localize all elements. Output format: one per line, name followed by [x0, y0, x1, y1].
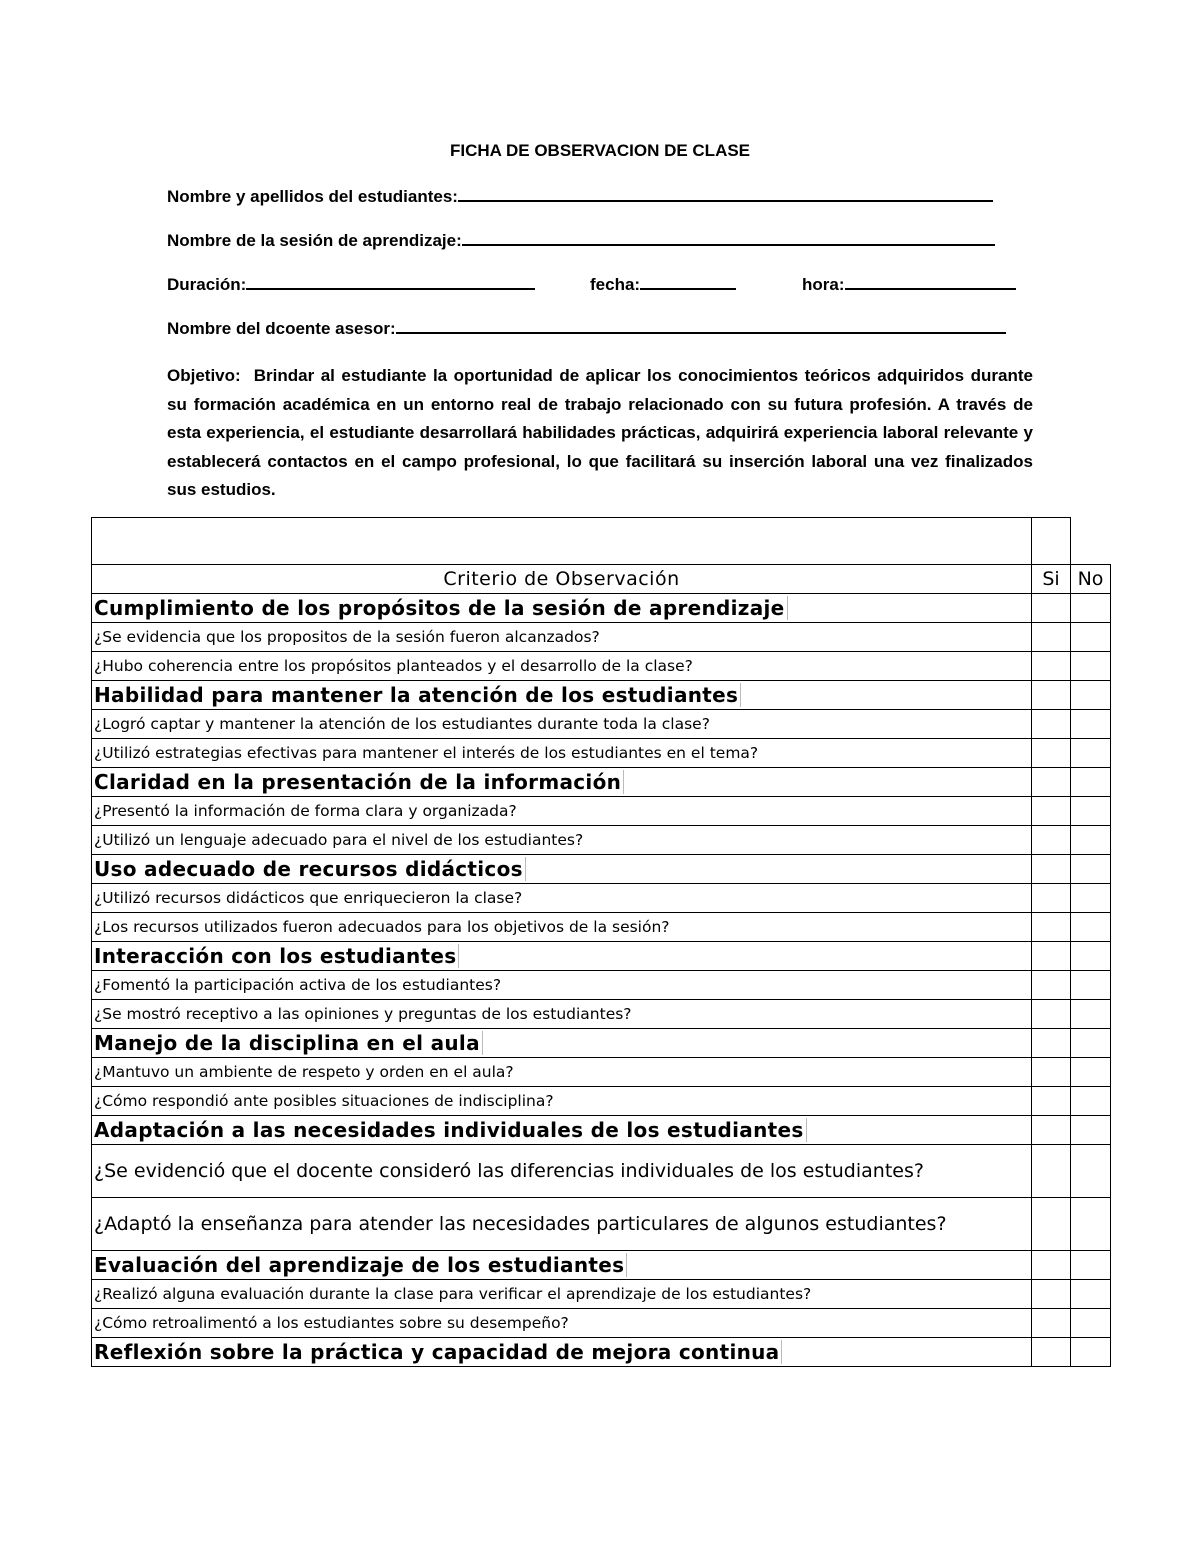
section-title: Habilidad para mantener la atención de los estudiantes	[94, 683, 741, 707]
question-row	[92, 1058, 1111, 1087]
section-no-cell	[1071, 942, 1111, 971]
advisor-label: Nombre del dcoente asesor:	[167, 319, 396, 338]
section-row	[92, 1338, 1111, 1367]
date-label: fecha:	[590, 275, 641, 294]
question-text: ¿Mantuvo un ambiente de respeto y orden en el aula?	[92, 1058, 1032, 1087]
section-title: Claridad en la presentación de la información	[94, 770, 624, 794]
question-text: ¿Utilizó un lenguaje adecuado para el nivel de los estudiantes?	[92, 826, 1032, 855]
question-row	[92, 1000, 1111, 1029]
objective-label: Objetivo:	[167, 366, 241, 385]
yes-checkbox-cell[interactable]	[1032, 1000, 1071, 1029]
duration-field[interactable]	[167, 274, 535, 295]
yes-checkbox-cell[interactable]	[1032, 1198, 1071, 1251]
section-yes-cell	[1032, 1116, 1071, 1145]
section-yes-cell	[1032, 681, 1071, 710]
question-row	[92, 884, 1111, 913]
section-title: Cumplimiento de los propósitos de la sesión de aprendizaje	[94, 596, 788, 620]
objective-paragraph	[167, 362, 1033, 505]
table-header-row	[92, 565, 1111, 594]
no-header: No	[1071, 565, 1111, 594]
session-name-label: Nombre de la sesión de aprendizaje:	[167, 231, 462, 250]
section-no-cell	[1071, 1116, 1111, 1145]
no-checkbox-cell[interactable]	[1071, 1087, 1111, 1116]
table-top-cell-right	[1032, 518, 1071, 565]
objective-text: Brindar al estudiante la oportunidad de aplicar los conocimientos teóricos adquiridos durante su formación académica en un entorno real de trabajo relacionado con su futura profesión. A través de esta experiencia, el estudiante desarrollará habilidades prácticas, adquirirá experiencia laboral relevante y establecerá contactos en el campo profesional, lo que facilitará su inserción laboral una vez finalizados sus estudios.	[167, 366, 1034, 500]
section-title-cell	[92, 1251, 1032, 1280]
yes-checkbox-cell[interactable]	[1032, 913, 1071, 942]
question-text: ¿Utilizó recursos didácticos que enriquecieron la clase?	[92, 884, 1032, 913]
yes-checkbox-cell[interactable]	[1032, 797, 1071, 826]
question-row	[92, 797, 1111, 826]
section-title: Manejo de la disciplina en el aula	[94, 1031, 483, 1055]
no-checkbox-cell[interactable]	[1071, 652, 1111, 681]
section-title-cell	[92, 1116, 1032, 1145]
section-no-cell	[1071, 594, 1111, 623]
question-row	[92, 913, 1111, 942]
section-title-cell	[92, 594, 1032, 623]
section-row	[92, 1251, 1111, 1280]
section-yes-cell	[1032, 768, 1071, 797]
yes-checkbox-cell[interactable]	[1032, 1058, 1071, 1087]
table-top-cell	[92, 518, 1032, 565]
section-yes-cell	[1032, 942, 1071, 971]
student-name-field[interactable]	[167, 186, 993, 207]
question-row	[92, 1087, 1111, 1116]
session-name-blank[interactable]	[462, 230, 995, 246]
duration-label: Duración:	[167, 275, 247, 294]
question-row	[92, 652, 1111, 681]
question-row	[92, 739, 1111, 768]
student-name-blank[interactable]	[458, 186, 993, 202]
question-text: ¿Los recursos utilizados fueron adecuados para los objetivos de la sesión?	[92, 913, 1032, 942]
section-no-cell	[1071, 1029, 1111, 1058]
yes-checkbox-cell[interactable]	[1032, 623, 1071, 652]
no-checkbox-cell[interactable]	[1071, 1198, 1111, 1251]
criterion-header: Criterio de Observación	[92, 565, 1032, 594]
no-checkbox-cell[interactable]	[1071, 1058, 1111, 1087]
question-text: ¿Fomentó la participación activa de los estudiantes?	[92, 971, 1032, 1000]
section-yes-cell	[1032, 1251, 1071, 1280]
section-row	[92, 942, 1111, 971]
question-row	[92, 1198, 1111, 1251]
section-title: Interacción con los estudiantes	[94, 944, 459, 968]
yes-header: Si	[1032, 565, 1071, 594]
no-checkbox-cell[interactable]	[1071, 1309, 1111, 1338]
section-title-cell	[92, 1338, 1032, 1367]
yes-checkbox-cell[interactable]	[1032, 652, 1071, 681]
time-blank[interactable]	[845, 274, 1016, 290]
section-yes-cell	[1032, 594, 1071, 623]
question-text: ¿Utilizó estrategias efectivas para mantener el interés de los estudiantes en el tema?	[92, 739, 1032, 768]
question-text: ¿Se evidencia que los propositos de la sesión fueron alcanzados?	[92, 623, 1032, 652]
question-text: ¿Hubo coherencia entre los propósitos planteados y el desarrollo de la clase?	[92, 652, 1032, 681]
question-text: ¿Realizó alguna evaluación durante la clase para verificar el aprendizaje de los estudiantes?	[92, 1280, 1032, 1309]
no-checkbox-cell[interactable]	[1071, 739, 1111, 768]
no-checkbox-cell[interactable]	[1071, 1000, 1111, 1029]
yes-checkbox-cell[interactable]	[1032, 710, 1071, 739]
question-text: ¿Adaptó la enseñanza para atender las necesidades particulares de algunos estudiantes?	[92, 1198, 1032, 1251]
question-text: ¿Cómo respondió ante posibles situaciones de indisciplina?	[92, 1087, 1032, 1116]
section-row	[92, 594, 1111, 623]
section-title-cell	[92, 855, 1032, 884]
no-checkbox-cell[interactable]	[1071, 623, 1111, 652]
question-row	[92, 1145, 1111, 1198]
yes-checkbox-cell[interactable]	[1032, 826, 1071, 855]
section-title: Evaluación del aprendizaje de los estudiantes	[94, 1253, 627, 1277]
section-title-cell	[92, 681, 1032, 710]
no-checkbox-cell[interactable]	[1071, 826, 1111, 855]
no-checkbox-cell[interactable]	[1071, 971, 1111, 1000]
no-checkbox-cell[interactable]	[1071, 913, 1111, 942]
no-checkbox-cell[interactable]	[1071, 710, 1111, 739]
section-title: Reflexión sobre la práctica y capacidad de mejora continua	[94, 1340, 782, 1364]
section-title: Uso adecuado de recursos didácticos	[94, 857, 526, 881]
question-text: ¿Cómo retroalimentó a los estudiantes sobre su desempeño?	[92, 1309, 1032, 1338]
time-field[interactable]	[802, 274, 1016, 295]
yes-checkbox-cell[interactable]	[1032, 1280, 1071, 1309]
yes-checkbox-cell[interactable]	[1032, 1309, 1071, 1338]
section-yes-cell	[1032, 855, 1071, 884]
question-text: ¿Se mostró receptivo a las opiniones y preguntas de los estudiantes?	[92, 1000, 1032, 1029]
section-yes-cell	[1032, 1029, 1071, 1058]
question-text: ¿Presentó la información de forma clara y organizada?	[92, 797, 1032, 826]
date-field[interactable]	[590, 274, 736, 295]
yes-checkbox-cell[interactable]	[1032, 1087, 1071, 1116]
question-row	[92, 1309, 1111, 1338]
section-no-cell	[1071, 768, 1111, 797]
yes-checkbox-cell[interactable]	[1032, 884, 1071, 913]
section-no-cell	[1071, 855, 1111, 884]
section-no-cell	[1071, 1251, 1111, 1280]
section-row	[92, 768, 1111, 797]
student-name-label: Nombre y apellidos del estudiantes:	[167, 187, 458, 206]
section-title-cell	[92, 1029, 1032, 1058]
section-yes-cell	[1032, 1338, 1071, 1367]
section-row	[92, 855, 1111, 884]
section-no-cell	[1071, 1338, 1111, 1367]
section-row	[92, 681, 1111, 710]
session-name-field[interactable]	[167, 230, 995, 251]
yes-checkbox-cell[interactable]	[1032, 1145, 1071, 1198]
question-row	[92, 826, 1111, 855]
section-title-cell	[92, 768, 1032, 797]
duration-blank[interactable]	[246, 274, 535, 290]
yes-checkbox-cell[interactable]	[1032, 739, 1071, 768]
date-blank[interactable]	[640, 274, 736, 290]
no-checkbox-cell[interactable]	[1071, 884, 1111, 913]
question-row	[92, 623, 1111, 652]
question-row	[92, 710, 1111, 739]
no-checkbox-cell[interactable]	[1071, 797, 1111, 826]
section-row	[92, 1116, 1111, 1145]
section-title-cell	[92, 942, 1032, 971]
table-top-cell-empty	[1071, 518, 1111, 565]
table-top-row	[92, 518, 1111, 565]
no-checkbox-cell[interactable]	[1071, 1145, 1111, 1198]
page-title: FICHA DE OBSERVACION DE CLASE	[449, 141, 751, 160]
advisor-field[interactable]	[167, 318, 1006, 339]
question-row	[92, 1280, 1111, 1309]
question-row	[92, 971, 1111, 1000]
question-text: ¿Se evidenció que el docente consideró las diferencias individuales de los estudiantes?	[92, 1145, 1032, 1198]
time-label: hora:	[802, 275, 845, 294]
section-row	[92, 1029, 1111, 1058]
observation-table	[91, 517, 1111, 1367]
advisor-blank[interactable]	[396, 318, 1006, 334]
question-text: ¿Logró captar y mantener la atención de los estudiantes durante toda la clase?	[92, 710, 1032, 739]
section-title: Adaptación a las necesidades individuales de los estudiantes	[94, 1118, 807, 1142]
yes-checkbox-cell[interactable]	[1032, 971, 1071, 1000]
section-no-cell	[1071, 681, 1111, 710]
no-checkbox-cell[interactable]	[1071, 1280, 1111, 1309]
